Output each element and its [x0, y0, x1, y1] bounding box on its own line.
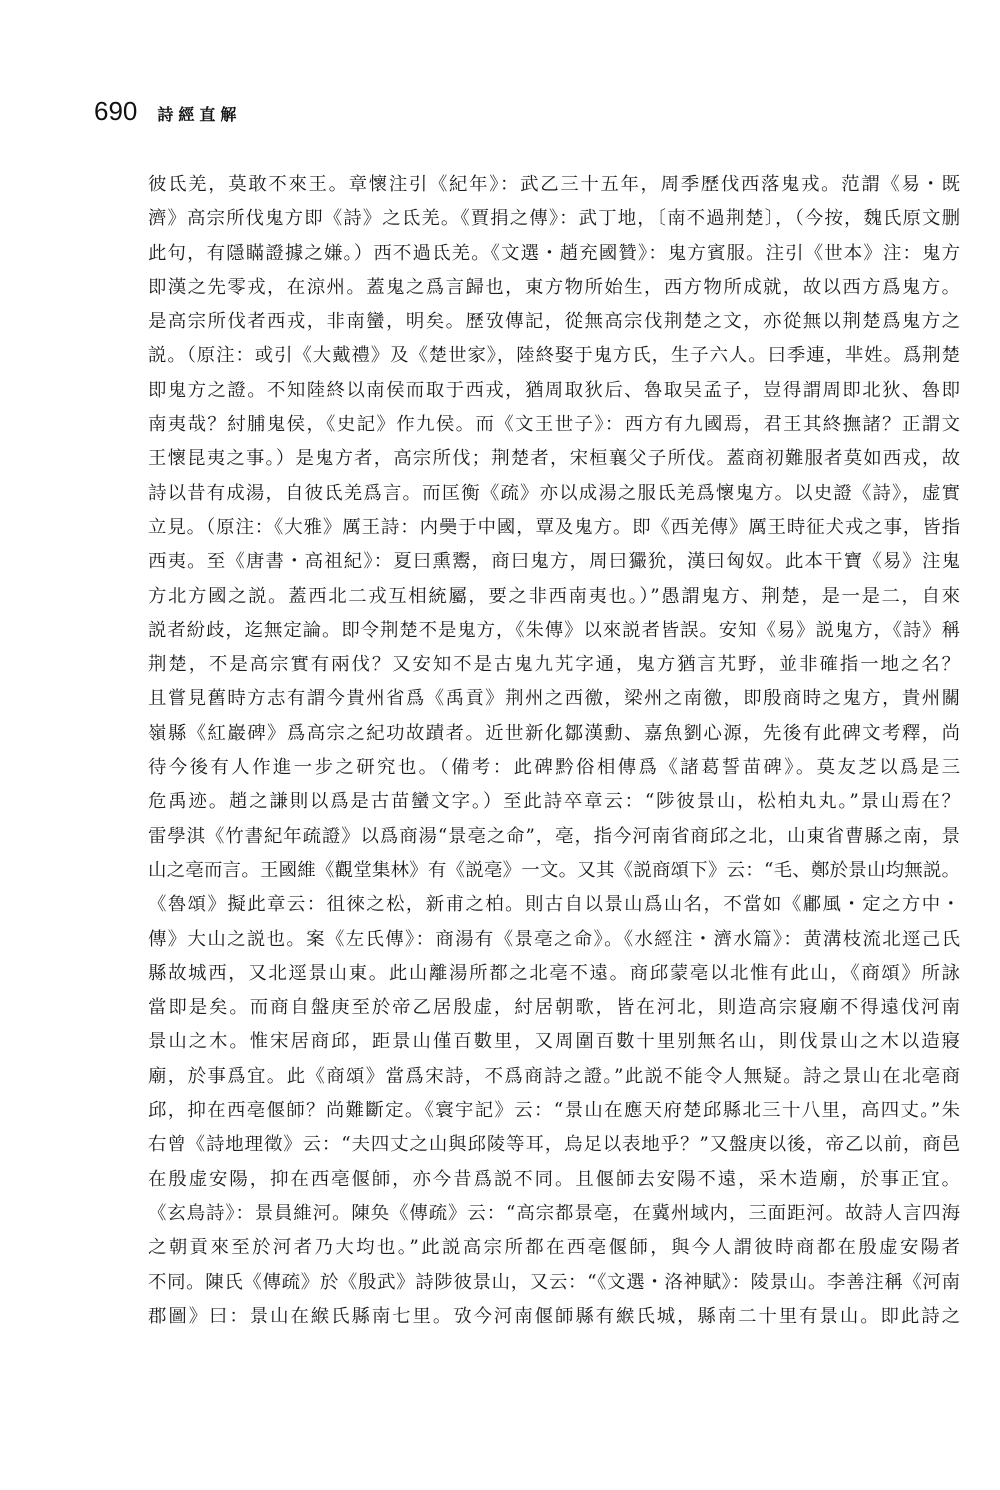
text-line: 《玄鳥詩》：景員維河。陳奂《傳疏》云：“高宗都景亳，在冀州域内，三面距河。故詩人言四海 — [148, 1202, 960, 1224]
running-head — [94, 96, 241, 132]
text-line: 右曾《詩地理徵》云：“夫四丈之山與邱陵等耳，烏足以表地乎？”又盤庚以後，帝乙以前，商邑 — [148, 1134, 960, 1156]
text-line: 且嘗見舊時方志有謂今貴州省爲《禹貢》荆州之西徼，梁州之南徼，即殷商時之鬼方，貴州關 — [148, 688, 960, 710]
text-line: 危禹迹。趙之謙則以爲是古苗蠻文字。）至此詩卒章云：“陟彼景山，松柏丸丸。”景山焉在？ — [148, 791, 960, 813]
text-line: 荆楚，不是高宗實有兩伐？又安知不是古鬼九艽字通，鬼方猶言艽野，並非確指一地之名？ — [148, 654, 960, 676]
book-title: 詩經直解 — [157, 105, 242, 124]
text-line: 即鬼方之證。不知陸終以南侯而取于西戎，猶周取狄后、魯取吴孟子，豈得謂周即北狄、魯即 — [148, 379, 960, 401]
text-line: 不同。陳氏《傳疏》於《殷武》詩陟彼景山，又云：“《文選・洛神賦》：陵景山。李善注稱《河南 — [148, 1271, 960, 1293]
text-line: 郡圖》曰：景山在緱氏縣南七里。攷今河南偃師縣有緱氏城，縣南二十里有景山。即此詩之 — [148, 1305, 960, 1327]
text-line: 山之亳而言。王國維《觀堂集林》有《説亳》一文。又其《説商頌下》云：“毛、鄭於景山均無説。 — [148, 859, 960, 881]
text-line: 邱，抑在西亳偃師？尚難斷定。《寰宇記》云：“景山在應天府楚邱縣北三十八里，高四丈。”朱 — [148, 1100, 960, 1122]
text-line: 説。（原注：或引《大戴禮》及《楚世家》，陸終娶于鬼方氏，生子六人。曰季連，芈姓。爲荆楚 — [148, 345, 960, 367]
text-line: 景山之木。惟宋居商邱，距景山僅百數里，又周圍百數十里别無名山，則伐景山之木以造寢 — [148, 1031, 960, 1053]
text-line: 立見。（原注：《大雅》厲王詩：内奰于中國，覃及鬼方。即《西羌傳》厲王時征犬戎之事，皆指 — [148, 516, 960, 538]
text-line: 西夷。至《唐書・高祖紀》：夏曰熏鬻，商曰鬼方，周曰玁狁，漢曰匈奴。此本干寶《易》注鬼 — [148, 551, 960, 573]
text-line: 方北方國之説。蓋西北二戎互相統屬，要之非西南夷也。）”愚謂鬼方、荆楚，是一是二，自來 — [148, 585, 960, 607]
text-line: 王懷昆夷之事。）是鬼方者，高宗所伐；荆楚者，宋桓襄父子所伐。蓋商初難服者莫如西戎，故 — [148, 448, 960, 470]
text-line: 此句，有隱瞞證據之嫌。）西不過氐羌。《文選・趙充國贊》：鬼方賓服。注引《世本》注：鬼方 — [148, 242, 960, 264]
page-number: 690 — [94, 96, 138, 126]
text-line: 是高宗所伐者西戎，非南蠻，明矣。歷攷傳記，從無高宗伐荆楚之文，亦從無以荆楚爲鬼方之 — [148, 311, 960, 333]
text-line: 詩以昔有成湯，自彼氐羌爲言。而匡衡《疏》亦以成湯之服氐羌爲懷鬼方。以史證《詩》，虚實 — [148, 482, 960, 504]
text-line: 傳》大山之説也。案《左氏傳》：商湯有《景亳之命》。《水經注・濟水篇》：黄溝枝流北逕己氏 — [148, 928, 960, 950]
text-line: 廟，於事爲宜。此《商頌》當爲宋詩，不爲商詩之證。”此説不能令人無疑。詩之景山在北亳商 — [148, 1065, 960, 1087]
text-line: 南夷哉？紂脯鬼侯，《史記》作九侯。而《文王世子》：西方有九國焉，君王其終撫諸？正謂文 — [148, 414, 960, 436]
text-line: 濟》高宗所伐鬼方即《詩》之氐羌。《賈捐之傳》：武丁地，〔南不過荆楚〕，（今按，魏氏原文删 — [148, 208, 960, 230]
body-text — [148, 168, 960, 1334]
text-line: 待今後有人作進一步之研究也。（備考：此碑黔俗相傳爲《諸葛誓苗碑》。莫友芝以爲是三 — [148, 757, 960, 779]
text-line: 雷學淇《竹書紀年疏證》以爲商湯“景亳之命”，亳，指今河南省商邱之北，山東省曹縣之南，景 — [148, 825, 960, 847]
text-line: 縣故城西，又北逕景山東。此山離湯所都之北亳不遠。商邱蒙亳以北惟有此山，《商頌》所詠 — [148, 962, 960, 984]
text-line: 《魯頌》擬此章云：徂徠之松，新甫之柏。則古自以景山爲山名，不當如《鄘風・定之方中・ — [148, 894, 960, 916]
text-line: 即漢之先零戎，在涼州。蓋鬼之爲言歸也，東方物所始生，西方物所成就，故以西方爲鬼方。 — [148, 276, 960, 298]
text-line: 之朝貢來至於河者乃大均也。”此説高宗所都在西亳偃師，與今人謂彼時商都在殷虚安陽者 — [148, 1237, 960, 1259]
text-line: 嶺縣《紅巖碑》爲高宗之紀功故蹟者。近世新化鄒漢勳、嘉魚劉心源，先後有此碑文考釋，尚 — [148, 722, 960, 744]
text-line: 在殷虚安陽，抑在西亳偃師，亦今昔爲説不同。且偃師去安陽不遠，采木造廟，於事正宜。 — [148, 1168, 960, 1190]
text-line: 當即是矣。而商自盤庚至於帝乙居殷虚，紂居朝歌，皆在河北，則造高宗寢廟不得遠伐河南 — [148, 997, 960, 1019]
text-line: 彼氐羌，莫敢不來王。章懷注引《紀年》：武乙三十五年，周季歷伐西落鬼戎。范謂《易・既 — [148, 174, 960, 195]
text-line: 説者紛歧，迄無定論。即令荆楚不是鬼方，《朱傳》以來説者皆誤。安知《易》説鬼方，《詩》稱 — [148, 619, 960, 641]
